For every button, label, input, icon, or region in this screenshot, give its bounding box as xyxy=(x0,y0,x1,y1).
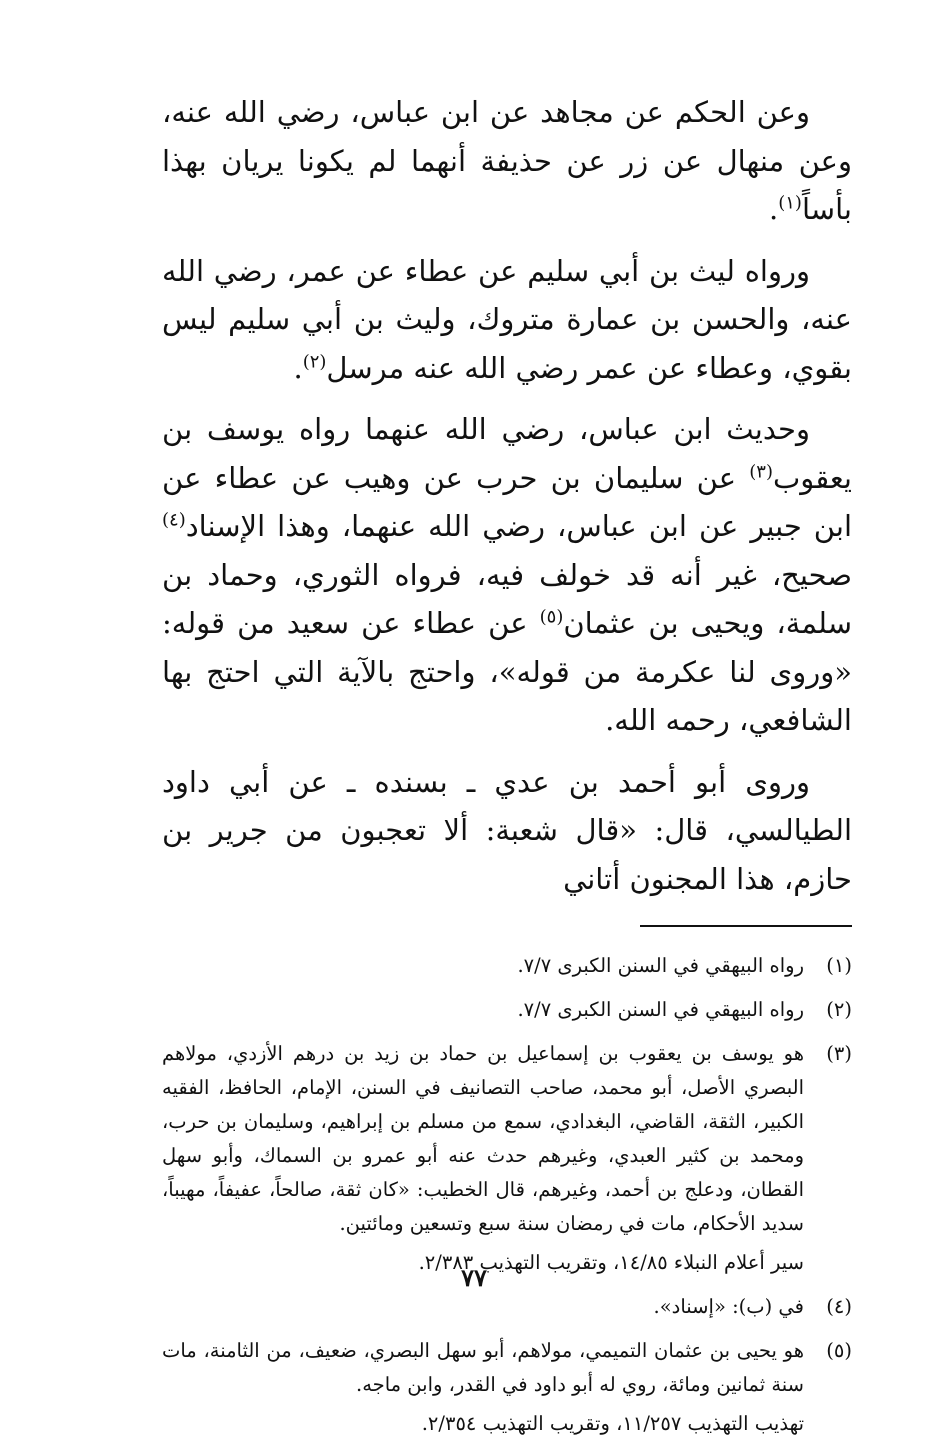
paragraph-text: وحديث ابن عباس، رضي الله عنهما رواه يوسف بن يعقوب xyxy=(162,412,852,495)
paragraph xyxy=(162,405,852,745)
footnote-ref: (٢) xyxy=(302,350,327,372)
footnote-number: (٤) xyxy=(826,1295,852,1318)
footnote xyxy=(162,1037,852,1280)
footnote-text: هو يوسف بن يعقوب بن إسماعيل بن حماد بن زيد بن درهم الأزدي، مولاهم البصري الأصل، أبو محمد، صاحب التصانيف في السنن، الإمام، الحافظ، الفقيه الكبير، الثقة، القاضي، البغدادي، سمع من مسلم بن إبراهيم، وسليمان بن حرب، ومحمد بن كثير العبدي، وغيرهم حدث عنه أبو عمرو بن السماك، وأبو سهل القطان، ودعلج بن أحمد، وغيرهم، قال الخطيب: «كان ثقة، صالحاً، عفيفاً، مهيباً، سديد الأحكام، مات في رمضان سنة سبع وتسعين ومائتين. xyxy=(162,1042,804,1235)
footnote-text: رواه البيهقي في السنن الكبرى ٧/٧. xyxy=(517,954,804,977)
footnote-number: (١) xyxy=(826,954,852,977)
paragraph-tail: . xyxy=(769,192,779,226)
paragraph-text: ورواه ليث بن أبي سليم عن عطاء عن عمر، رضي الله عنه، والحسن بن عمارة متروك، وليث بن أبي سليم ليس بقوي، وعطاء عن عمر رضي الله عنه مرسل xyxy=(162,253,852,385)
page-number: ٧٧ xyxy=(461,1263,487,1292)
paragraph xyxy=(162,247,852,393)
footnote-text: في (ب): «إسناد». xyxy=(653,1295,804,1318)
footnotes xyxy=(162,949,852,1441)
main-text xyxy=(162,88,852,903)
paragraph xyxy=(162,88,852,234)
footnote-ref: (٤) xyxy=(162,509,186,531)
footnote-source: سير أعلام النبلاء ١٤/٨٥، وتقريب التهذيب ٢/٣٨٣. xyxy=(418,1251,804,1274)
paragraph-tail: . xyxy=(293,350,303,385)
paragraph-text: وعن الحكم عن مجاهد عن ابن عباس، رضي الله عنه، وعن منهال عن زر عن حذيفة أنهما لم يكونا يريان بهذا بأساً xyxy=(162,95,852,226)
footnote-number: (٥) xyxy=(826,1339,852,1362)
footnote-ref: (١) xyxy=(778,192,802,214)
footnote-separator xyxy=(640,925,852,927)
footnote-ref: (٥) xyxy=(539,606,564,628)
footnote xyxy=(162,1290,852,1324)
footnote xyxy=(162,949,852,983)
paragraph-text: عن سليمان بن حرب عن وهيب عن عطاء عن ابن جبير عن ابن عباس، رضي الله عنهما، وهذا الإسناد xyxy=(162,460,852,543)
paragraph-text: عن عطاء عن سعيد من قوله: «وروى لنا عكرمة من قوله»، واحتج بالآية التي احتج بها الشافعي، رحمه الله. xyxy=(162,606,852,737)
footnote-text: هو يحيى بن عثمان التميمي، مولاهم، أبو سهل البصري، ضعيف، من الثامنة، مات سنة ثمانين ومائة، روي له أبو داود في القدر، وابن ماجه. xyxy=(162,1339,804,1396)
footnote xyxy=(162,993,852,1027)
footnote xyxy=(162,1334,852,1441)
footnote-number: (٢) xyxy=(826,998,852,1021)
paragraph-text: صحيح، غير أنه قد خولف فيه، فرواه الثوري، وحماد بن سلمة، ويحيى بن عثمان xyxy=(162,557,852,640)
footnote-source: تهذيب التهذيب ١١/٢٥٧، وتقريب التهذيب ٢/٣٥٤. xyxy=(421,1412,804,1435)
footnote-text: رواه البيهقي في السنن الكبرى ٧/٧. xyxy=(517,998,804,1021)
footnote-number: (٣) xyxy=(826,1042,852,1065)
footnote-ref: (٣) xyxy=(749,460,773,482)
paragraph xyxy=(162,758,852,904)
book-page xyxy=(162,88,852,1451)
paragraph-text: وروى أبو أحمد بن عدي ـ بسنده ـ عن أبي داود الطيالسي، قال: «قال شعبة: ألا تعجبون من جرير بن حازم، هذا المجنون أتاني xyxy=(162,764,852,896)
